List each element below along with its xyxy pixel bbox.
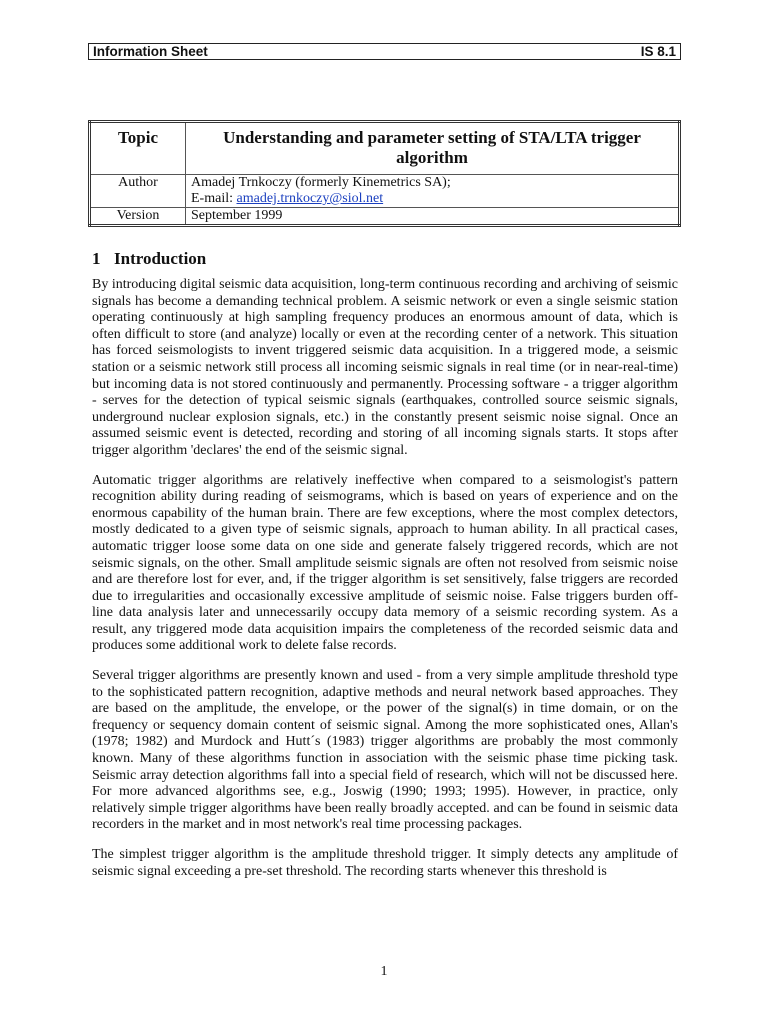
author-email-line — [191, 191, 673, 207]
email-link[interactable]: amadej.trnkoczy@siol.net — [236, 191, 384, 206]
version-value: September 1999 — [186, 208, 680, 226]
author-cell — [186, 175, 680, 208]
paragraph: Several trigger algorithms are presently known and used - from a very simple amplitude threshold type to the sophisticated pattern recognition, adaptive methods and neural network based approaches. They are based on the amplitude, the envelope, or the power of the signal(s) in time domain, or on the frequency or sequency domain content of seismic signal. Among the more sophisticated ones, Allan's (1978; 1982) and Murdock and Hutt´s (1983) trigger algorithms are probably the most commonly known. Many of these algorithms function in association with the seismic phase time picking task. Seismic array detection algorithms fall into a special field of research, which will not be discussed here. For more advanced algorithms see, e.g., Joswig (1990; 1993; 1995). However, in practice, only relatively simple trigger algorithms have been really broadly accepted. and can be found in seismic data recorders in the market and in most network's real time processing packages. — [92, 668, 678, 833]
author-name: Amadej Trnkoczy (formerly Kinemetrics SA); — [191, 175, 451, 190]
version-label: Version — [90, 208, 186, 226]
section-number: 1 — [92, 249, 101, 268]
author-row — [90, 175, 680, 208]
section-heading — [92, 249, 206, 269]
body-text — [92, 277, 678, 893]
section-title-text: Introduction — [114, 249, 207, 268]
paragraph: Automatic trigger algorithms are relatively ineffective when compared to a seismologist's pattern recognition ability during reading of seismograms, which is based on years of experience and on the enormous capability of the human brain. There are few exceptions, where the most complex detectors, mostly dedicated to a given type of seismic signals, approach to human ability. In all practical cases, automatic trigger loose some data on one side and generate falsely triggered records, which are not seismic signals, on the other. Small amplitude seismic signals are often not resolved from seismic noise and are therefore lost for ever, and, if the trigger algorithm is set sensitively, false triggers are recorded due to irregularities and occasionally excessive amplitude of seismic noise. False triggers burden off-line data analysis later and unnecessarily occupy data memory of a seismic recording system. As a result, any triggered mode data acquisition impairs the completeness of the recorded seismic data and produces some additional work to delete false records. — [92, 472, 678, 654]
running-header — [88, 43, 681, 60]
email-prefix: E-mail: — [191, 191, 237, 206]
author-label: Author — [90, 175, 186, 208]
paragraph: By introducing digital seismic data acquisition, long-term continuous recording and archiving of seismic signals has become a demanding technical problem. A seismic network or even a single seismic station operating continuously at high sampling frequency produces an enormous amount of data, which is often difficult to store (and analyze) locally or even at the recording center of a network. This situation has forced seismologists to invent triggered seismic data acquisition. In a triggered mode, a seismic station or a seismic network still process all incoming seismic signals in real time (or in near-real-time) but incoming data is not stored continuously and permanently. Processing software - a trigger algorithm - serves for the detection of typical seismic signals (earthquakes, controlled source seismic signals, underground nuclear explosion signals, etc.) in the constantly present seismic noise signal. Once an assumed seismic event is detected, recording and storing of all incoming signals starts. It stops after trigger algorithm 'declares' the end of the seismic signal. — [92, 277, 678, 458]
page-number: 1 — [380, 964, 388, 979]
topic-label: Topic — [90, 122, 186, 175]
document-info-table — [88, 120, 681, 227]
version-row — [90, 208, 680, 226]
topic-value: Understanding and parameter setting of STA/LTA trigger algorithm — [186, 122, 680, 175]
paragraph: The simplest trigger algorithm is the amplitude threshold trigger. It simply detects any amplitude of seismic signal exceeding a pre-set threshold. The recording starts whenever this threshold is — [92, 847, 678, 879]
topic-row — [90, 122, 680, 175]
header-title: Information Sheet — [93, 44, 208, 59]
header-doc-id: IS 8.1 — [640, 44, 676, 59]
